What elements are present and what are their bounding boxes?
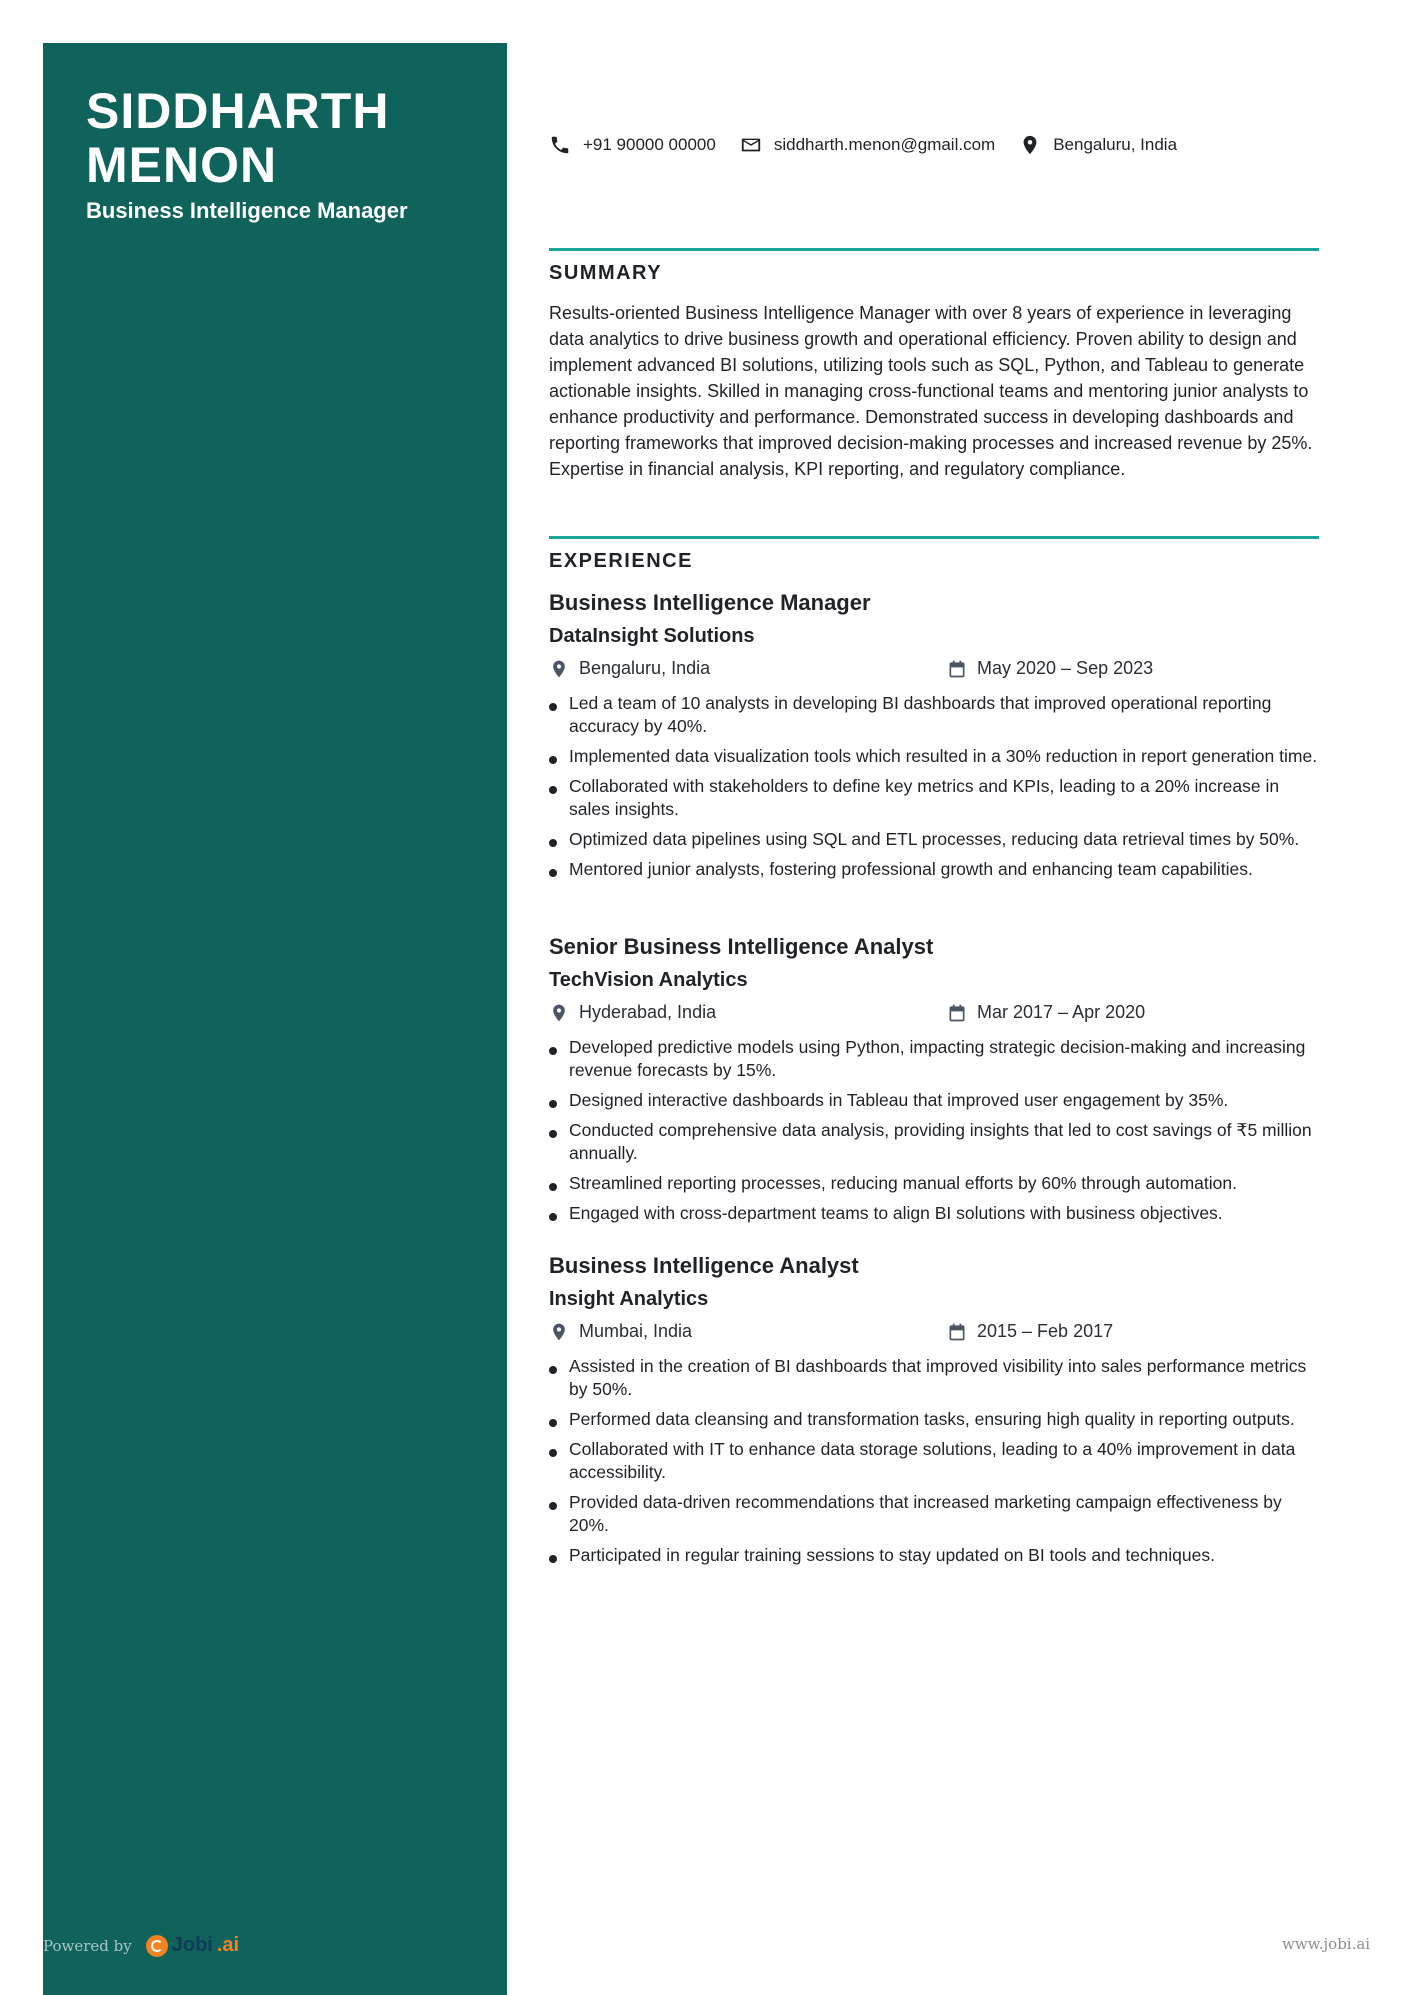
website-link[interactable]: www.jobi.ai <box>1282 1935 1371 1953</box>
bullet-item: Assisted in the creation of BI dashboards that improved visibility into sales performance metrics by 50%. <box>549 1355 1319 1401</box>
map-pin-icon <box>549 1003 569 1023</box>
bullet-item: Designed interactive dashboards in Tableau that improved user engagement by 35%. <box>549 1089 1319 1112</box>
job-entry <box>549 930 1319 1232</box>
map-pin-icon <box>549 659 569 679</box>
job-location <box>549 658 710 679</box>
name-line-1: SIDDHARTH <box>86 83 390 139</box>
job-meta <box>549 1002 1319 1034</box>
job-entry <box>549 586 1319 888</box>
contact-email[interactable] <box>740 134 995 156</box>
location-text: Bengaluru, India <box>1053 135 1178 154</box>
powered-by-label: Powered by <box>43 1936 132 1955</box>
brand-part2: .ai <box>216 1934 240 1956</box>
map-pin-icon <box>549 1322 569 1342</box>
map-pin-icon <box>1019 134 1041 156</box>
calendar-icon <box>947 659 967 679</box>
bullet-item: Provided data-driven recommendations that increased marketing campaign effectiveness by 20%. <box>549 1491 1319 1537</box>
job-location-text: Mumbai, India <box>579 1321 693 1341</box>
candidate-role: Business Intelligence Manager <box>86 198 408 223</box>
job-title: Business Intelligence Manager <box>549 590 871 615</box>
job-location <box>549 1002 716 1023</box>
job-dates-text: 2015 – Feb 2017 <box>977 1321 1114 1341</box>
summary-heading: SUMMARY <box>549 262 663 284</box>
calendar-icon <box>947 1322 967 1342</box>
job-meta <box>549 1321 1319 1353</box>
name-line-2: MENON <box>86 137 278 193</box>
bullet-item: Performed data cleansing and transformation tasks, ensuring high quality in reporting outputs. <box>549 1408 1319 1431</box>
experience-divider <box>549 536 1319 539</box>
job-location <box>549 1321 692 1342</box>
powered-by <box>43 1934 239 1957</box>
bullet-item: Collaborated with stakeholders to define key metrics and KPIs, leading to a 20% increase in sales insights. <box>549 775 1319 821</box>
job-title: Business Intelligence Analyst <box>549 1253 859 1278</box>
job-bullets <box>549 1036 1319 1225</box>
job-dates-text: Mar 2017 – Apr 2020 <box>977 1002 1146 1022</box>
brand-part1: Jobi <box>171 1934 213 1956</box>
bullet-item: Collaborated with IT to enhance data storage solutions, leading to a 40% improvement in data accessibility. <box>549 1438 1319 1484</box>
job-dates-text: May 2020 – Sep 2023 <box>977 658 1154 678</box>
experience-heading: EXPERIENCE <box>549 550 693 572</box>
bullet-item: Implemented data visualization tools which resulted in a 30% reduction in report generation time. <box>549 745 1319 768</box>
job-company: TechVision Analytics <box>549 969 748 991</box>
bullet-item: Led a team of 10 analysts in developing BI dashboards that improved operational reporting accuracy by 40%. <box>549 692 1319 738</box>
mail-icon <box>740 134 762 156</box>
job-title: Senior Business Intelligence Analyst <box>549 934 934 959</box>
summary-text: Results-oriented Business Intelligence Manager with over 8 years of experience in leveraging data analytics to drive business growth and operational efficiency. Proven ability to design and implement advanced BI solutions, utilizing tools such as SQL, Python, and Tableau to generate actionable insights. Skilled in managing cross-functional teams and mentoring junior analysts to enhance productivity and performance. Demonstrated success in developing dashboards and reporting frameworks that improved decision-making processes and increased revenue by 25%. Expertise in financial analysis, KPI reporting, and regulatory compliance. <box>549 303 1313 479</box>
email-text: siddharth.menon@gmail.com <box>773 135 996 154</box>
job-company: DataInsight Solutions <box>549 625 755 647</box>
bullet-item: Participated in regular training sessions to stay updated on BI tools and techniques. <box>549 1544 1319 1567</box>
contact-location <box>1019 134 1177 156</box>
job-bullets <box>549 1355 1319 1567</box>
bullet-item: Developed predictive models using Python, impacting strategic decision-making and increasing revenue forecasts by 15%. <box>549 1036 1319 1082</box>
job-meta <box>549 658 1319 690</box>
job-company: Insight Analytics <box>549 1288 709 1310</box>
bullet-item: Conducted comprehensive data analysis, providing insights that led to cost savings of ₹5 million annually. <box>549 1119 1319 1165</box>
candidate-name <box>86 84 486 192</box>
bullet-item: Engaged with cross-department teams to align BI solutions with business objectives. <box>549 1202 1319 1225</box>
phone-text: +91 90000 00000 <box>583 135 716 154</box>
job-location-text: Bengaluru, India <box>579 658 711 678</box>
bullet-item: Mentored junior analysts, fostering professional growth and enhancing team capabilities. <box>549 858 1319 881</box>
job-dates <box>947 658 1153 679</box>
bullet-item: Optimized data pipelines using SQL and ETL processes, reducing data retrieval times by 50%. <box>549 828 1319 851</box>
contact-phone[interactable] <box>549 134 716 156</box>
job-location-text: Hyderabad, India <box>579 1002 717 1022</box>
calendar-icon <box>947 1003 967 1023</box>
jobi-logo-icon <box>146 1935 168 1957</box>
job-bullets <box>549 692 1319 881</box>
job-entry <box>549 1249 1319 1574</box>
phone-icon <box>549 134 571 156</box>
sidebar <box>43 43 507 1995</box>
bullet-item: Streamlined reporting processes, reducing manual efforts by 60% through automation. <box>549 1172 1319 1195</box>
contact-bar <box>549 130 1177 160</box>
jobi-logo[interactable] <box>146 1934 239 1957</box>
job-dates <box>947 1002 1145 1023</box>
summary-divider <box>549 248 1319 251</box>
job-dates <box>947 1321 1113 1342</box>
